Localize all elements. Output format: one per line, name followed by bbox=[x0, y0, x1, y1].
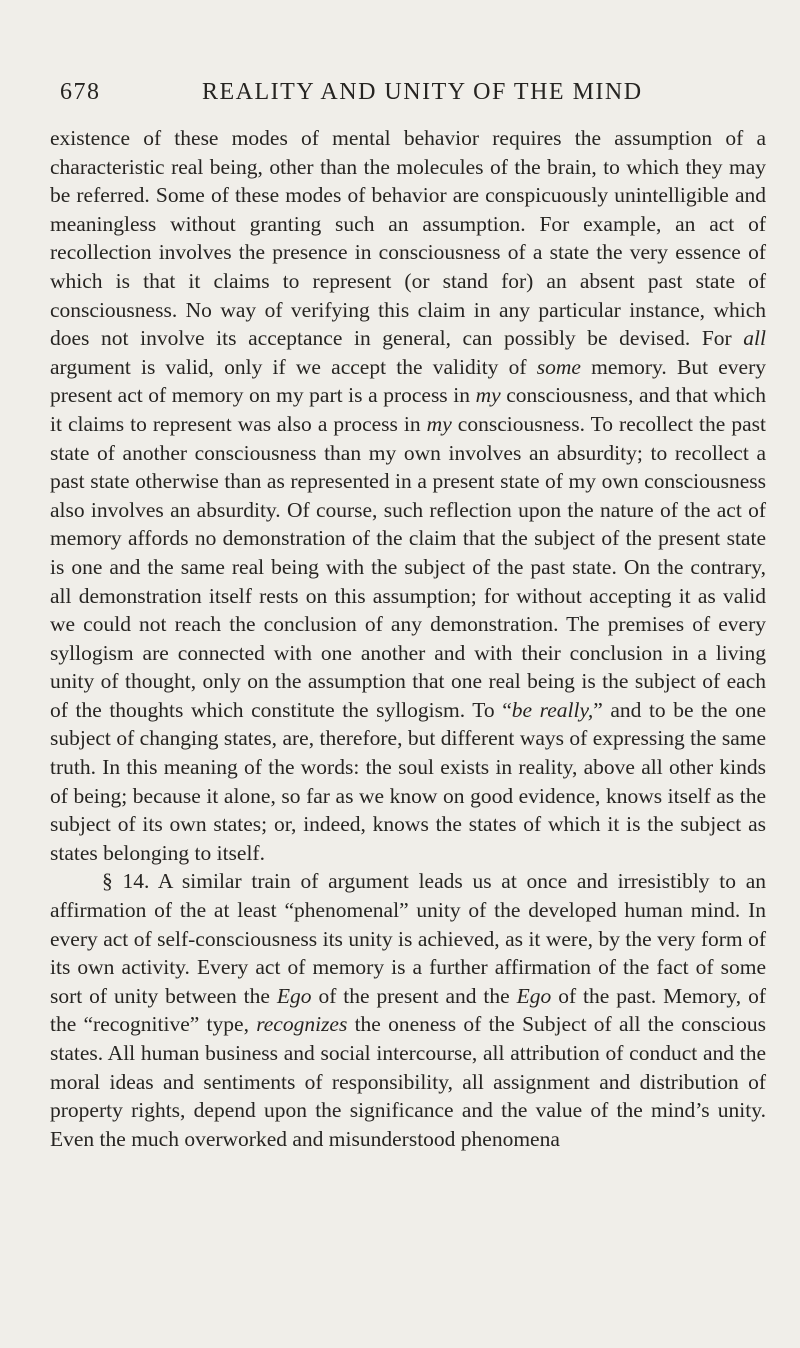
italic-run: Ego bbox=[276, 983, 312, 1008]
text-run: § 14. A similar train of argument leads us at once and irresistibly to an affirmation of the at least “phenomenal” unity of the developed human mind. In every act of self-consciousness its unity is achieved, as it were, by the very form of its own activity. Every act of memory is a further affirmation of the fact of some sort of unity between the bbox=[50, 869, 766, 1008]
text-run: ” and to be the one subject of changing states, are, therefore, but different ways of expressing the same truth. In this meaning of the words: the soul exists in reality, above all other kinds of being; because it alone, so far as we know on good evidence, knows itself as the subject of its own states; or, indeed, knows the states of which it is the subject as states belonging to itself. bbox=[50, 697, 766, 865]
text-run: consciousness. To recollect the past state of another consciousness than my own involves an absurdity; to recollect a past state otherwise than as represented in a present state of my own consciousness also involves an absurdity. Of course, such reflection upon the nature of the act of memory affords no demonstration of the claim that the subject of the present state is one and the same real being with the subject of the past state. On the contrary, all demonstration itself rests on this assumption; for without accepting it as valid we could not reach the conclusion of any demonstration. The premises of every syllogism are connected with one another and with their conclusion in a living unity of thought, only on the assumption that one real being is the subject of each of the thoughts which constitute the syllogism. To “ bbox=[50, 411, 766, 722]
text-run: of the past. Memory, of the “recognitive” type, bbox=[50, 983, 766, 1037]
italic-run: my bbox=[475, 383, 501, 408]
text-run: argument is valid, only if we accept the validity of bbox=[50, 354, 537, 379]
text-run: the oneness of the Subject of all the conscious states. All human business and social intercourse, all attribution of conduct and the moral ideas and sentiments of responsibility, all assignment and distribution of property rights, depend upon the significance and the value of the mind’s unity. Even the much overworked and misunderstood phenomena bbox=[50, 1012, 766, 1151]
page-number: 678 bbox=[60, 79, 101, 105]
italic-run: Ego bbox=[516, 983, 552, 1008]
page-header bbox=[50, 72, 766, 112]
italic-run: my bbox=[426, 411, 452, 436]
italic-run: all bbox=[743, 326, 766, 351]
text-run: consciousness, and that which it claims to represent was also a process in bbox=[50, 383, 766, 436]
text-run: existence of these modes of mental behavior requires the assumption of a characteristic real being, other than the molecules of the brain, to which they may be referred. Some of these modes of behavior are conspicuously unintelligible and meaningless without granting such an assumption. For example, an act of recollection involves the presence in consciousness of a state the very essence of which is that it claims to represent (or stand for) an absent past state of consciousness. No way of verifying this claim in any particular instance, which does not involve its acceptance in general, can possibly be devised. For bbox=[50, 126, 766, 351]
paragraph-1 bbox=[50, 124, 766, 867]
running-title: REALITY AND UNITY OF THE MIND bbox=[202, 79, 643, 105]
body-text bbox=[50, 124, 766, 1153]
italic-run: some bbox=[536, 354, 581, 379]
text-run: memory. But every present act of memory on my part is a process in bbox=[50, 354, 766, 408]
italic-run: be really, bbox=[511, 697, 594, 722]
paragraph-2 bbox=[50, 867, 766, 1153]
italic-run: recognizes bbox=[256, 1012, 348, 1037]
text-run: of the present and the bbox=[311, 983, 517, 1008]
book-page bbox=[50, 72, 766, 1153]
